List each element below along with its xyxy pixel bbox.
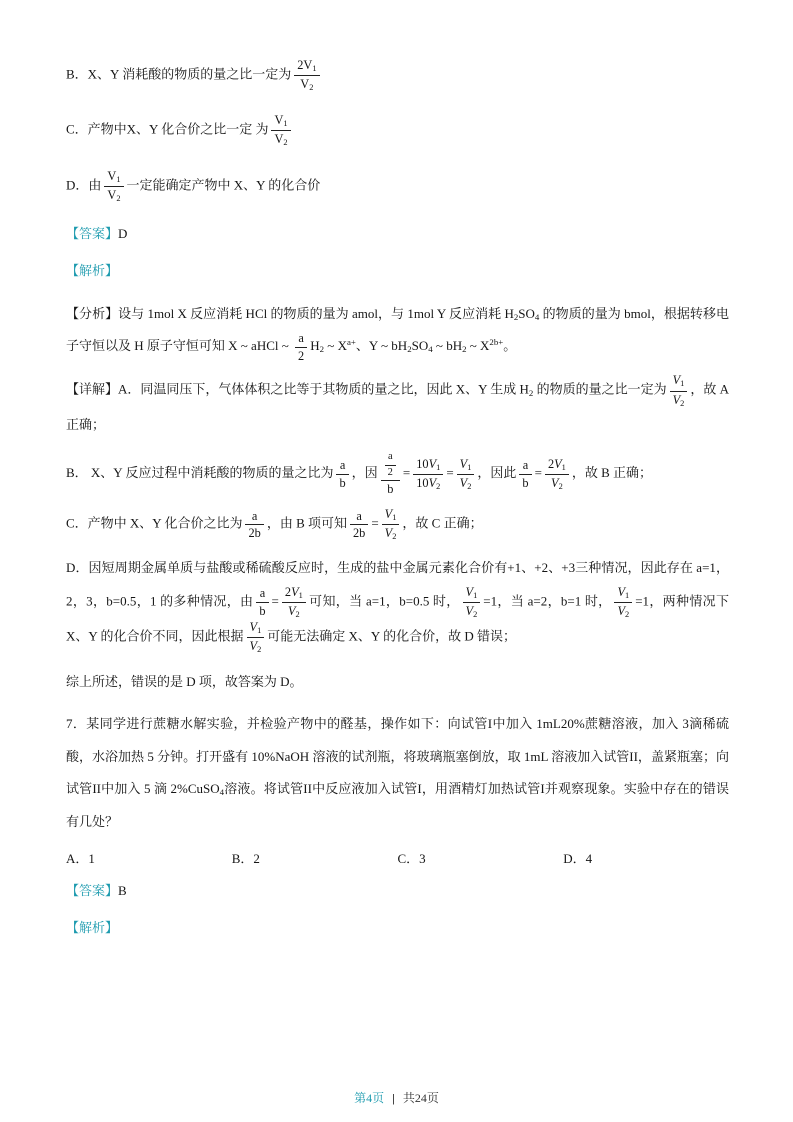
fraction: $\frac{a}{2b}$ (350, 509, 368, 542)
fraction: $\frac{V_1}{V_2}$ (614, 585, 632, 620)
analysis-label-q7: 【解析】 (66, 919, 119, 935)
detail-a: 【详解】A．同温同压下，气体体积之比等于其物质的量之比，因此 X、Y 生成 $H_2$ 的物质的量之比一定为 $\frac{V_1}{V_2}$ ，故 A 正确； (66, 373, 729, 432)
fraction: $\frac{2V_1}{V_2}$ (294, 58, 319, 93)
fraction: $\frac{a}{b}$ (256, 586, 268, 619)
q7-option-b: B．2 (231, 851, 260, 867)
analysis-q6: 【分析】设与 1mol X 反应消耗 HCl 的物质的量为 amol，与 1mol Y 反应消耗 $H_2SO_4$ 的物质的量为 bmol，根据转移电子守恒以及 H 原子守恒可知 X ~ aHCl ~ $\frac{a}{2}$ $H_2$ ~ $X^{a+}$、Y ~ $bH_2SO_4$ ~ $bH_2$ ~ $X^{2b+}$。 (66, 305, 729, 363)
detail-c: C．产物中 X、Y 化合价之比为 $\frac{a}{2b}$ ，由 B 项可知 $\frac{a}{2b}$ = $\frac{V_1}{V_2}$ ，故 C 正确； (66, 507, 483, 542)
fraction: $\frac{V_1}{V_2}$ (670, 373, 688, 408)
fraction: $\frac{10V_1}{10V_2}$ (413, 457, 443, 492)
fraction: $\frac{V_1}{V_2}$ (382, 507, 400, 542)
option-c: C．产物中X、Y 化合价之比一定 为 $\frac{V_1}{V_2}$ (66, 113, 729, 148)
page-footer (0, 1089, 793, 1106)
fraction: $\frac{V_1}{V_2}$ (457, 457, 475, 492)
fraction: $\frac{a}{2}$ (385, 451, 396, 479)
fraction: $\frac{V_1}{V_2}$ (271, 113, 290, 148)
footer-separator: | (392, 1091, 395, 1105)
detail-d: D．因短周期金属单质与盐酸或稀硫酸反应时，生成的盐中金属元素化合价有+1、+2、+3三种情况，因此存在 a=1，2，3，b=0.5，1 的多种情况，由 $\frac{a}{b}$ = $\frac{2V_1}{V_2}$ 可知，当 a=1，b=0.5 时， $\frac{V_1}{V_2}$ =1，当 a=2，b=1 时， $\frac{V_1}{V_2}$ =1，两种情况下 X、Y 的化合价不同，因此根据 $\frac{V_1}{V_2}$ 可能无法确定 X、Y 的化合价，故 D 错误； (66, 560, 729, 655)
question-7: 7．某同学进行蔗糖水解实验，并检验产物中的醛基，操作如下：向试管I中加入 1mL20%蔗糖溶液，加入 3滴稀硫酸，水浴加热 5 分钟。打开盛有 10%NaOH 溶液的试剂瓶，将玻璃瓶塞倒放，取 1mL 溶液加入试管II，盖紧瓶塞；向试管II中加入 5 滴 2%CuSO$_4$溶液。将试管II中反应液加入试管I，用酒精灯加热试管I并观察现象。实验中存在的错误有几处？ (66, 716, 729, 829)
option-b: B．X、Y 消耗酸的物质的量之比一定为 $\frac{2V_1}{V_2}$ (66, 58, 729, 93)
footer-total-pages: 共24页 (402, 1091, 439, 1105)
fraction: $\frac{a}{b}$ (519, 458, 531, 491)
fraction: $\frac{a}{2}$ (295, 331, 307, 364)
fraction: $\frac{V_1}{V_2}$ (104, 169, 123, 204)
fraction: $\frac{V_1}{V_2}$ (247, 620, 265, 655)
fraction: $\frac{a}{b}$ (336, 458, 348, 491)
fraction: $\frac{V_1}{V_2}$ (463, 585, 481, 620)
fraction: $\frac{a}{2b}$ (245, 509, 263, 542)
detail-b: B． X、Y 反应过程中消耗酸的物质的量之比为 $\frac{a}{b}$ ，因 $\frac{\frac{a}{2}}{b}$ = $\frac{10V_1}{10V_2}$ = $\frac{V_1}{V_2}$ ，因此 $\frac{a}{b}$ = $\frac{2V_1}{V_2}$ ，故 B 正确； (66, 451, 653, 497)
q7-option-c: C．3 (397, 851, 426, 867)
answer-q6: 【答案】D (66, 225, 128, 241)
q7-options-row (66, 848, 729, 867)
analysis-label-q6: 【解析】 (66, 262, 119, 278)
fraction: $\frac{\frac{a}{2}}{b}$ (381, 451, 400, 497)
footer-page-number: 第4页 (354, 1091, 385, 1105)
q7-option-d: D．4 (563, 851, 593, 867)
option-d: D．由 $\frac{V_1}{V_2}$ 一定能确定产物中 X、Y 的化合价 (66, 168, 321, 203)
q7-option-a: A．1 (66, 851, 95, 867)
answer-q7: 【答案】B (66, 883, 127, 899)
fraction: $\frac{2V_1}{V_2}$ (545, 457, 569, 492)
fraction: $\frac{2V_1}{V_2}$ (282, 585, 306, 620)
summary-q6: 综上所述，错误的是 D 项，故答案为 D。 (66, 673, 303, 689)
